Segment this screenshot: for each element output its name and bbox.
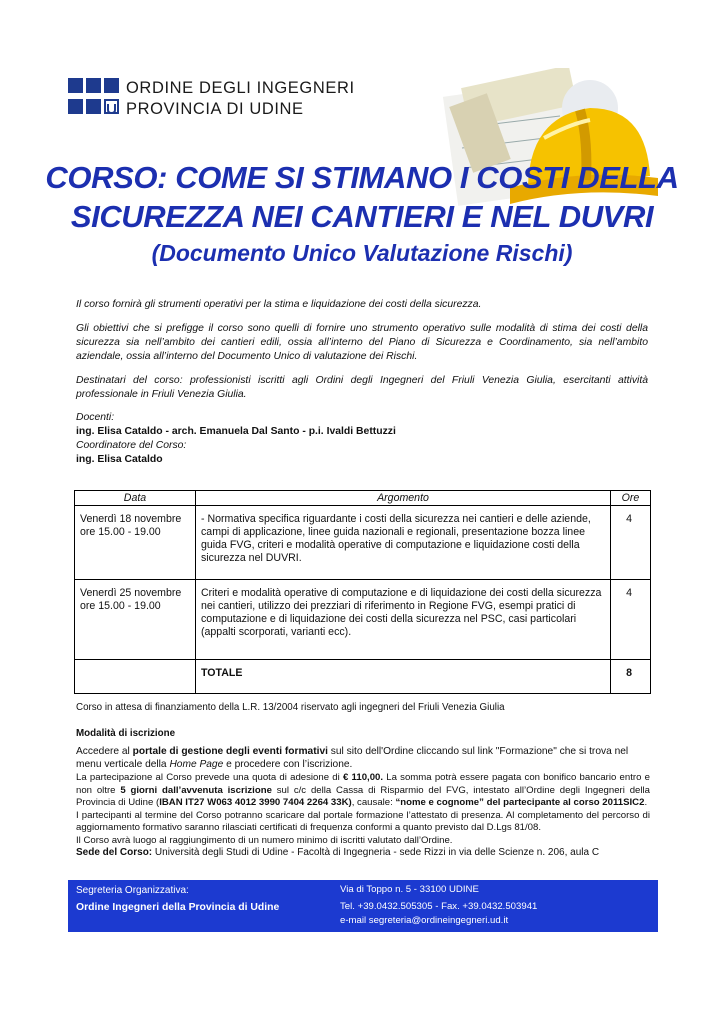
schedule-table [74, 490, 651, 694]
intro-paragraph: Il corso fornirà gli strumenti operativi per la stima e liquidazione dei costi della sicurezza. [76, 299, 482, 310]
portal-link-text: portale di gestione degli eventi formativi [132, 746, 328, 757]
teachers-label: Docenti: [76, 412, 115, 423]
teachers-section [76, 411, 396, 467]
course-subtitle: (Documento Unico Valutazione Rischi) [151, 240, 573, 266]
footer-bar [68, 880, 658, 932]
column-header-argomento: Argomento [196, 491, 611, 506]
course-title-line2: SICUREZZA NEI CANTIERI E NEL DUVRI [70, 199, 654, 234]
iban: IBAN IT27 W063 4012 3990 7404 2264 33K) [159, 797, 352, 808]
org-line2: PROVINCIA DI UDINE [126, 100, 304, 118]
coordinator-label: Coordinatore del Corso: [76, 440, 187, 451]
total-empty-cell [75, 660, 196, 694]
org-name [126, 78, 355, 120]
session-date [75, 580, 196, 660]
text-span: sul c/c della Cassa di Risparmio del FVG, intestato all’Ordine degli Ingegneri della Provincia di Udine ( [76, 784, 650, 808]
table-total-row [75, 660, 651, 694]
venue-value: Università degli Studi di Udine - Facoltà di Ingegneria - sede Rizzi in via delle Scienze n. 206, aula C [152, 847, 600, 858]
session-hours: 4 [611, 506, 651, 580]
text-span: Accedere al [76, 746, 133, 757]
payment-deadline: 5 giorni dall’avvenuta iscrizione [120, 784, 272, 796]
logo-square [68, 99, 83, 114]
course-title-line1: CORSO: COME SI STIMANO I COSTI DELLA [45, 160, 679, 195]
payment-details [76, 772, 650, 860]
audience-paragraph: Destinatari del corso: professionisti iscritti agli Ordini degli Ingegneri del Friuli Venezia Giulia, esercitanti attività professionale in Friuli Venezia Giulia. [76, 375, 648, 400]
column-header-data: Data [75, 491, 196, 506]
session-date [75, 506, 196, 580]
org-logo [68, 78, 368, 120]
logo-square-u [104, 99, 119, 114]
column-header-ore: Ore [611, 491, 651, 506]
venue-label: Sede del Corso: [76, 847, 153, 858]
secretary-name: Ordine Ingegneri della Provincia di Udine [76, 902, 280, 913]
logo-square [86, 99, 101, 114]
certificate-note: I partecipanti al termine del Corso potranno scaricare dal portale formazione l’attestato di presenza. Al completamento del percorso di aggiornamento formativo saranno rilasciati certificati di frequenza conformi a quanto previsto dal D.Lgs 81/08. [76, 809, 650, 833]
footer-address: Via di Toppo n. 5 - 33100 UDINE [340, 884, 479, 895]
teachers-names: ing. Elisa Cataldo - arch. Emanuela Dal Santo - p.i. Ivaldi Bettuzzi [76, 426, 396, 437]
text-span: e procedere con l’iscrizione. [223, 759, 353, 770]
total-hours: 8 [611, 660, 651, 694]
footer-email[interactable]: e-mail segreteria@ordineingegneri.ud.it [340, 915, 509, 926]
session-time: ore 15.00 - 19.00 [80, 600, 161, 612]
total-label: TOTALE [196, 660, 611, 694]
logo-square [86, 78, 101, 93]
home-page-text: Home Page [169, 759, 224, 770]
table-row [75, 580, 651, 660]
logo-square [104, 78, 119, 93]
session-topic: Criteri e modalità operative di computazione e di liquidazione dei costi della sicurezza nei cantieri, utilizzo dei prezziari di riferimento in Regione FVG, esempi pratici di computazione e di liquidazione dei costi della sicurezza nel PSC, casi particolari (appalti scorporati, varianti ecc). [196, 580, 611, 660]
secretary-label: Segreteria Organizzativa: [76, 885, 189, 896]
minimum-note: Il Corso avrà luogo al raggiungimento di un numero minimo di iscritti valutato dall’Ordine. [76, 834, 453, 846]
logo-square [68, 78, 83, 93]
venue-note [76, 847, 650, 860]
session-day: Venerdì 25 novembre [80, 587, 182, 599]
session-time: ore 15.00 - 19.00 [80, 526, 161, 538]
funding-note: Corso in attesa di finanziamento della L.R. 13/2004 riservato agli ingegneri del Friuli Venezia Giulia [76, 702, 505, 713]
payment-reason: “nome e cognome” del partecipante al corso 2011SIC2 [395, 797, 645, 808]
table-row [75, 506, 651, 580]
table-header-row [75, 491, 651, 506]
objectives-paragraph: Gli obiettivi che si prefigge il corso sono quelli di fornire uno strumento operativo sulle modalità di stima dei costi della sicurezza sia nell’ambito dei cantieri edili, ossia all’interno del Piano di Sicurezza e Coordinamento, sia nell’ambito aziendale, ossia all’interno del Documento Unico di valutazione dei Rischi. [76, 323, 648, 362]
coordinator-name: ing. Elisa Cataldo [76, 454, 163, 465]
org-line1: ORDINE DEGLI INGEGNERI [126, 79, 355, 97]
text-span: sul sito dell'Ordine cliccando sul link "Formazione" che si trova nel menu verticale della [76, 746, 629, 770]
text-span: . [644, 797, 648, 808]
text-span: , causale: [351, 797, 396, 808]
session-day: Venerdì 18 novembre [80, 513, 182, 525]
registration-instructions [76, 745, 650, 771]
footer-phone: Tel. +39.0432.505305 - Fax. +39.0432.503941 [340, 901, 538, 912]
fee-amount: € 110,00. [342, 772, 384, 783]
session-hours: 4 [611, 580, 651, 660]
session-topic: - Normativa specifica riguardante i costi della sicurezza nei cantieri e delle aziende, campi di applicazione, linee guida nazionali e regionali, presentazione bozza linee guida FVG, criteri e modalità operative di computazione e liquidazione costi della sicurezza nel DUVRI. [196, 506, 611, 580]
registration-title: Modalità di iscrizione [76, 728, 176, 739]
fee-paragraph [76, 772, 650, 810]
text-span: La somma potrà essere pagata con bonifico bancario entro e non oltre [76, 772, 650, 796]
text-span: La partecipazione al Corso prevede una quota di adesione di [76, 772, 343, 783]
